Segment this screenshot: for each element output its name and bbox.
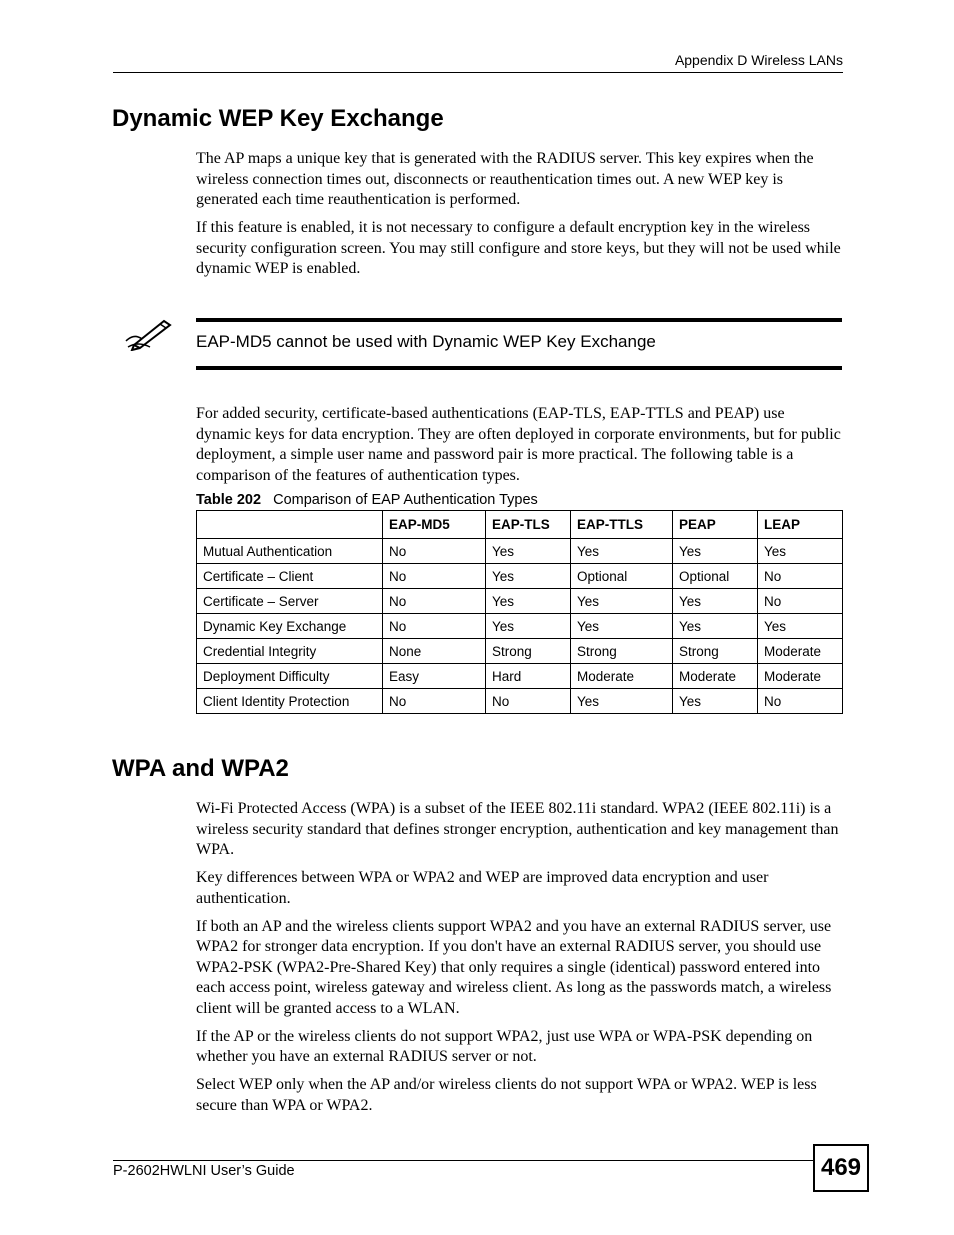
table-caption-text: Comparison of EAP Authentication Types [273,492,538,508]
table-header-row [197,511,843,539]
column-header [197,511,383,539]
table-cell: Optional [571,564,673,589]
table-cell: Optional [673,564,758,589]
table-cell: Yes [673,614,758,639]
table-cell: No [383,614,486,639]
paragraph: For added security, certificate-based authentications (EAP-TLS, EAP-TTLS and PEAP) use dynamic keys for data encryption. They are often deployed in corporate environments, but for public deployment, a simple user name and password pair is more practical. The following table is a comparison of the features of authentication types. [196,405,841,484]
table-cell: No [758,589,843,614]
table-row [197,689,843,714]
paragraph: If this feature is enabled, it is not necessary to configure a default encryption key in the wireless security configuration screen. You may still configure and store keys, but they will not be used while dynamic WEP is enabled. [196,219,841,277]
table-cell: No [383,539,486,564]
paragraph: The AP maps a unique key that is generated with the RADIUS server. This key expires when the wireless connection times out, disconnects or reauthentication times out. A new WEP key is generated each time reauthentication is performed. [196,150,814,208]
section-heading-wpa: WPA and WPA2 [112,755,289,782]
paragraph: Wi-Fi Protected Access (WPA) is a subset of the IEEE 802.11i standard. WPA2 (IEEE 802.11i) is a wireless security standard that defines stronger encryption, authentication and key management than WPA. [196,800,839,858]
column-header: EAP-TTLS [571,511,673,539]
table-cell: Hard [486,664,571,689]
table-cell: Yes [673,689,758,714]
table-cell: No [383,589,486,614]
table-cell: Strong [571,639,673,664]
table-caption-number: Table 202 [196,492,262,508]
table-cell: Deployment Difficulty [197,664,383,689]
table-cell: None [383,639,486,664]
table-cell: Yes [486,539,571,564]
table-cell: Dynamic Key Exchange [197,614,383,639]
paragraph: Key differences between WPA or WPA2 and WEP are improved data encryption and user authentication. [196,869,769,907]
page-number: 469 [813,1144,869,1192]
table-caption [196,491,538,509]
table-cell: Moderate [571,664,673,689]
table-cell: Yes [486,614,571,639]
table-cell: Mutual Authentication [197,539,383,564]
column-header: EAP-MD5 [383,511,486,539]
table-cell: No [758,689,843,714]
table-cell: No [486,689,571,714]
table-row [197,664,843,689]
paragraph: If both an AP and the wireless clients support WPA2 and you have an external RADIUS server, use WPA2 for stronger data encryption. If you don't have an external RADIUS server, you should use WPA2-PSK (WPA2-Pre-Shared Key) that only requires a single (identical) password entered into each access point, wireless gateway and wireless client. As long as the passwords match, a wireless client will be granted access to a WLAN. [196,917,832,1017]
table-cell: Moderate [673,664,758,689]
section1-body [196,149,842,287]
table-cell: Yes [571,689,673,714]
table-cell: Certificate – Client [197,564,383,589]
running-header: Appendix D Wireless LANs [113,50,843,73]
table-row [197,639,843,664]
note-pen-icon [124,315,174,351]
table-cell: Yes [673,589,758,614]
paragraph: Select WEP only when the AP and/or wireless clients do not support WPA or WPA2. WEP is less secure than WPA or WPA2. [196,1076,817,1114]
table-cell: Moderate [758,639,843,664]
note-text: EAP-MD5 cannot be used with Dynamic WEP Key Exchange [196,332,656,351]
table-cell: Yes [486,589,571,614]
table-row [197,589,843,614]
table-cell: Yes [571,614,673,639]
column-header: LEAP [758,511,843,539]
table-cell: Yes [758,539,843,564]
table-row [197,614,843,639]
footer-guide-title: P-2602HWLNI User’s Guide [113,1163,295,1179]
table-cell: Strong [486,639,571,664]
note-rule-top [196,318,842,322]
table-cell: Yes [571,539,673,564]
table-cell: Credential Integrity [197,639,383,664]
table-cell: Client Identity Protection [197,689,383,714]
table-cell: Moderate [758,664,843,689]
table-cell: Yes [758,614,843,639]
table-cell: No [758,564,843,589]
table-cell: Certificate – Server [197,589,383,614]
section-heading-dynamic-wep: Dynamic WEP Key Exchange [112,105,444,132]
table-cell: Strong [673,639,758,664]
table-row [197,564,843,589]
note-rule-bottom [196,366,842,370]
paragraph: If the AP or the wireless clients do not support WPA2, just use WPA or WPA-PSK depending on whether you have an external RADIUS server or not. [196,1027,813,1065]
table-cell: Yes [571,589,673,614]
column-header: PEAP [673,511,758,539]
section2-body [196,799,842,1124]
table-row [197,539,843,564]
table-cell: Yes [673,539,758,564]
section1b-body [196,404,842,494]
footer-rule [113,1160,813,1161]
table-cell: Yes [486,564,571,589]
table-cell: No [383,564,486,589]
table-cell: No [383,689,486,714]
column-header: EAP-TLS [486,511,571,539]
table-cell: Easy [383,664,486,689]
eap-comparison-table [196,510,843,714]
